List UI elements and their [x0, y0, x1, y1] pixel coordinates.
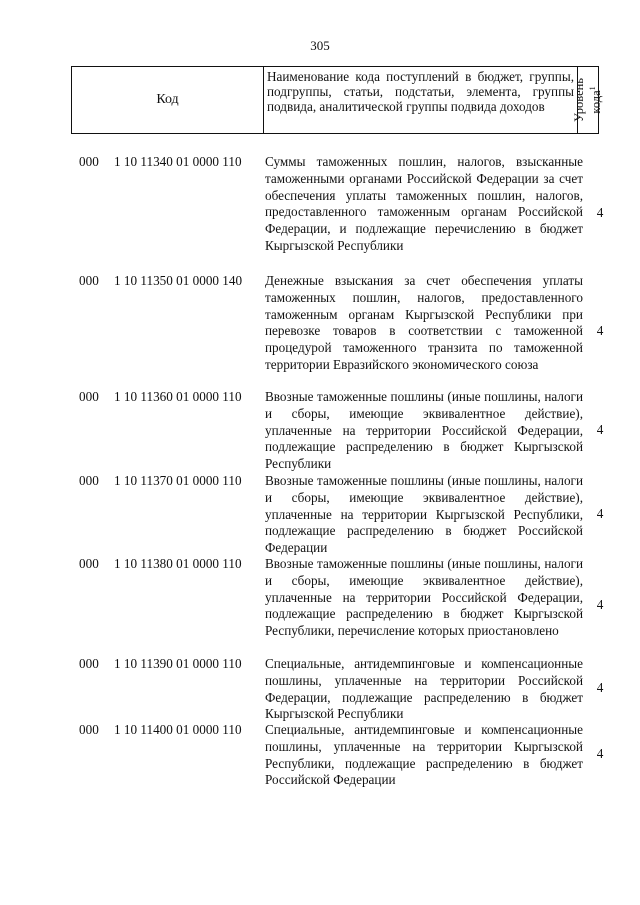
- row-level: 4: [596, 205, 604, 220]
- row-code: 1 10 11340 01 0000 110: [114, 154, 242, 169]
- row-prefix: 000: [79, 473, 99, 488]
- row-name: Ввозные таможенные пошлины (иные пошлины, налоги и сборы, имеющие эквивалентное действие), уплаченные на территории Кыргызской Республики, подлежащие распределению в бюджет Российской Федерации: [265, 473, 583, 556]
- row-prefix: 000: [79, 556, 99, 571]
- row-code: 1 10 11360 01 0000 110: [114, 389, 242, 404]
- header-level-text: [573, 78, 603, 122]
- row-name: Специальные, антидемпинговые и компенсационные пошлины, уплаченные на территории Кыргызской Республики, подлежащие распределению в бюджет Российской Федерации: [265, 722, 583, 788]
- row-code: 1 10 11370 01 0000 110: [114, 473, 242, 488]
- header-level-line2: кода: [589, 90, 604, 114]
- row-name: Денежные взыскания за счет обеспечения уплаты таможенных пошлин, налогов, предоставленного таможенным органам Кыргызской Республики при перевозке товаров в соответствии с таможенной процедурой таможенного транзита по таможенной территории Евразийского экономического союза: [265, 273, 583, 372]
- row-name: Ввозные таможенные пошлины (иные пошлины, налоги и сборы, имеющие эквивалентное действие), уплаченные на территории Российской Федерации, подлежащие распределению в бюджет Кыргызской Республики, перечисление которых приостановлено: [265, 556, 583, 639]
- row-level: 4: [596, 422, 604, 437]
- page-number: 305: [310, 38, 330, 53]
- header-name: Наименование кода поступлений в бюджет, группы, подгруппы, статьи, подстатьи, элемента, группы подвида, аналитической группы подвида доходов: [264, 67, 578, 133]
- row-code: 1 10 11380 01 0000 110: [114, 556, 242, 571]
- row-code: 1 10 11390 01 0000 110: [114, 656, 242, 671]
- row-code: 1 10 11350 01 0000 140: [114, 273, 243, 288]
- row-level: 4: [596, 680, 604, 695]
- row-name: Суммы таможенных пошлин, налогов, взысканные таможенными органами Российской Федерации за счет обеспечения уплаты таможенных пошлин, налогов, предоставленного таможенным органам Российской Федерации, и подлежащие перечислению в бюджет Кыргызской Республики: [265, 154, 583, 253]
- row-prefix: 000: [79, 273, 99, 288]
- row-level: 4: [596, 323, 604, 338]
- header-level: [571, 67, 604, 133]
- header-level-line1: Уровень: [571, 77, 586, 123]
- header-level-footnote: 1: [587, 86, 597, 91]
- row-name: Специальные, антидемпинговые и компенсационные пошлины, уплаченные на территории Российской Федерации, подлежащие распределению в бюджет Кыргызской Республики: [265, 656, 583, 722]
- row-name: Ввозные таможенные пошлины (иные пошлины, налоги и сборы, имеющие эквивалентное действие), уплаченные на территории Российской Федерации, подлежащие распределению в бюджет Кыргызской Республики: [265, 389, 583, 472]
- table-header: [71, 66, 604, 134]
- row-prefix: 000: [79, 389, 99, 404]
- row-code: 1 10 11400 01 0000 110: [114, 722, 242, 737]
- row-level: 4: [596, 746, 604, 761]
- row-level: 4: [596, 597, 604, 612]
- header-code: Код: [72, 67, 264, 133]
- row-prefix: 000: [79, 722, 99, 737]
- row-prefix: 000: [79, 154, 99, 169]
- row-prefix: 000: [79, 656, 99, 671]
- row-level: 4: [596, 506, 604, 521]
